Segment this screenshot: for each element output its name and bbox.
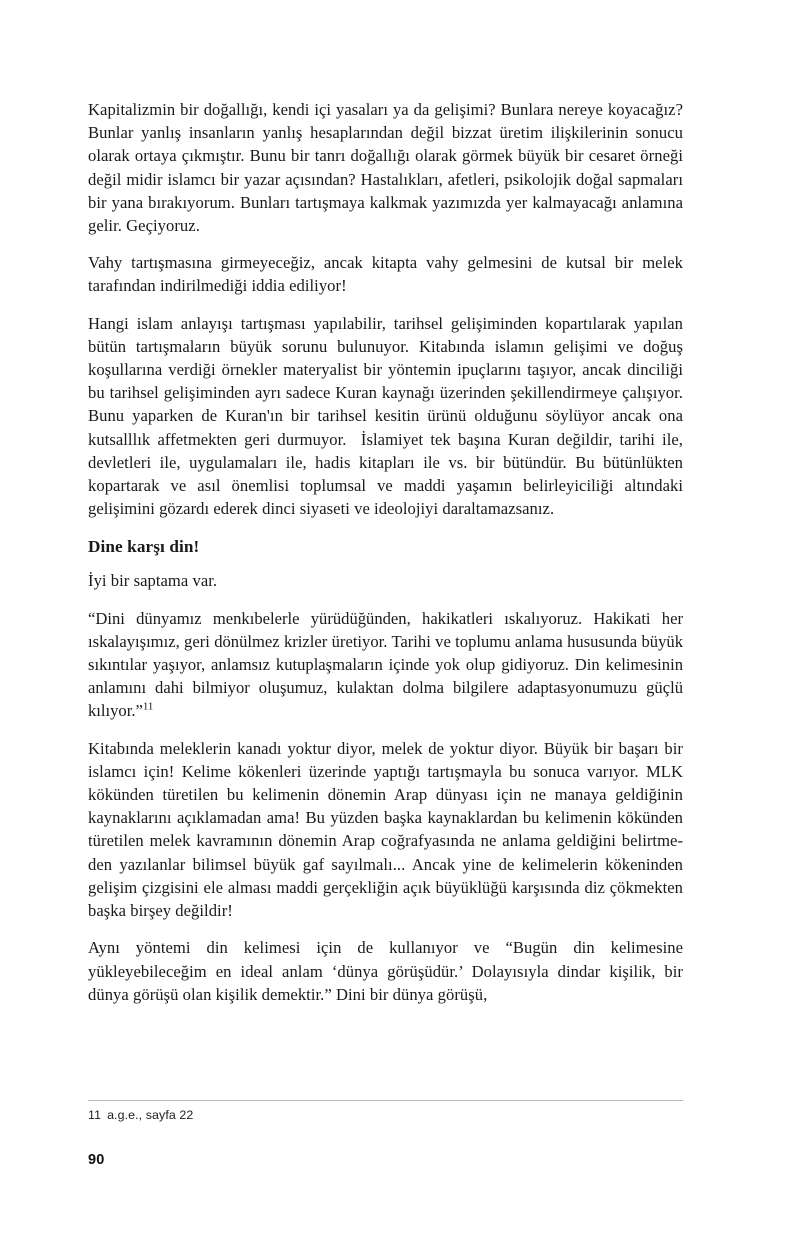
paragraph-ayni-yontemi: Aynı yöntemi din kelimesi için de kullanıyor ve “Bugün din kelimesine yükleyebileceğim en ideal anlam ‘dünya görüşüdür.’ Dolayısıyla dindar kişilik, bir dünya görüşü olan kişilik demektir.” Dini bir dünya görüşü,	[88, 938, 688, 1004]
blockquote-text: “Dini dünyamız menkıbelerle yürüdüğünden, hakikatleri ıskalıyoruz. Hakikati her ıskalayışımız, geri dönülmez krizler üretiyor. Tarihi ve toplumu anlama hususunda büyük sıkıntılar yaşıyor, anlamsız kutuplaşmaların içinde yok olup gidiyoruz. Din kelimesinin anlamını dahi bilmiyor oluşumuz, kulaktan dolma bilgilere adaptasyonumuzu güçlü kılıyor.”	[88, 608, 688, 721]
page-number: 90	[88, 1152, 105, 1168]
paragraph-kapitalizm: Kapitalizmin bir doğallığı, kendi içi yasaları ya da gelişimi? Bunlara nereye koyacağız? Bunlar yanlış insanların yanlış hesaplarından değil bizzat üretim ilişkilerinin sonucu olarak ortaya çıkmıştır. Bunu bir tanrı doğallığı olarak görmek büyük bir cesaret örneği değil midir islamcı bir yazar açısından? Hastalıkları, afetleri, psikolojik doğal sapmaları bir yana bırakıyorum. Bunları tartışmaya kalkmak yazımızda yer kalmayacağı anlamına gelir. Geçiyoruz.	[88, 100, 688, 236]
footnote-area	[88, 1100, 683, 1123]
footnote-entry	[88, 1107, 683, 1123]
paragraph-iyi-bir-saptama: İyi bir saptama var.	[88, 571, 218, 591]
page-text-block	[88, 98, 688, 1020]
footnote-number: 11	[88, 1108, 102, 1122]
paragraph-blockquote	[88, 607, 688, 723]
footnote-separator-rule	[88, 1100, 683, 1101]
paragraph-kitabinda-melek: Kitabında meleklerin kanadı yoktur diyor, melek de yoktur diyor. Büyük bir başarı bir islamcı için! Kelime kökenleri üzerinde yaptığı tartışmayla bu sonuca varıyor. MLK kökünden türetilen bu kelimenin dönemin Arap dünyası için ne manaya geldiğinin kaynaklarını açıklamadan ama! Bu yüzden başka kaynaklardan bu kelimenin kökünden türetilen melek kavramının dönemin Arap coğrafyasında ne anlama geldiğini belirtmeden yazılanlar bilimsel büyük gaf sayılmalı... Ancak yine de kelimelerin kökeninden gelişim çizgisini ele alması maddi gerçekliğin açık büyüklüğü karşısında diz çökmekten başka birşey değildir!	[88, 738, 688, 921]
footnote-citation-text: a.g.e., sayfa 22	[107, 1108, 194, 1122]
section-heading: Dine karşı din!	[88, 537, 200, 557]
footnote-reference-marker[interactable]: 11	[142, 700, 154, 713]
paragraph-hangi-islam: Hangi islam anlayışı tartışması yapılabilir, tarihsel gelişiminden kopartılarak yapılan bütün tartışmaların büyük sorunu bulunuyor. Kitabında islamın gelişimi ve doğuş koşullarına verdiği örnekler materyalist bir yöntemin ipuçlarını taşıyor, ancak dinciliği bu tarihsel gelişiminden ayrı sadece Kuran kaynağı üzerinden şekillendirmeye çalışıyor. Bunu yaparken de Kuran'ın bir tarihsel kesitin ürünü olduğunu söylüyor ancak ona kutsalllık affetmekten geri durmuyor. İslamiyet tek başına Kuran değildir, tarihi ile, devletleri ile, uygulamaları ile, hadis kitapları ile vs. bir bütündür. Bu bütünlükten kopartarak ve asıl önemlisi toplumsal ve maddi yaşamın belirleyiciliği altındaki gelişimini gözardı ederek dinci siyaseti ve ideolojiyi daraltamazsanız.	[88, 313, 688, 519]
paragraph-vahy: Vahy tartışmasına girmeyeceğiz, ancak kitapta vahy gelmesini de kutsal bir melek tarafından indirilmediği iddia ediliyor!	[88, 253, 688, 296]
